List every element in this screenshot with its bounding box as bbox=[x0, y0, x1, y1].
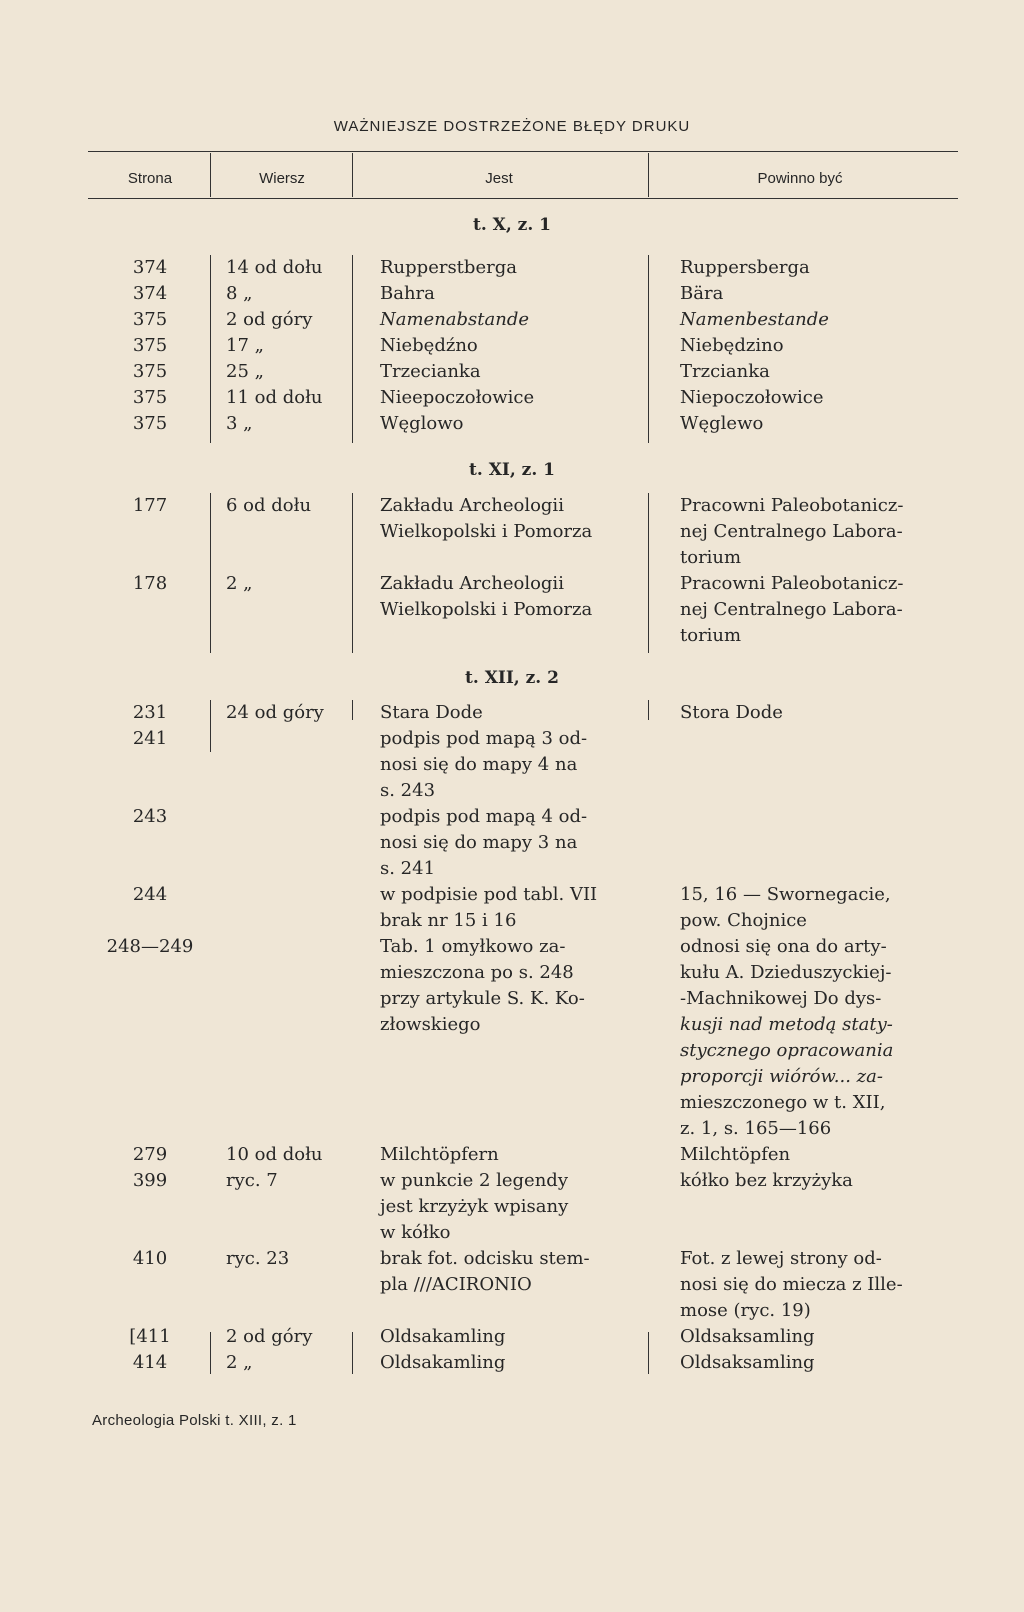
line-reference: 6 od dołu bbox=[226, 495, 312, 516]
erroneous-text: Niebędźno bbox=[380, 335, 478, 356]
page-number: 231 bbox=[132, 702, 168, 723]
column-divider bbox=[210, 255, 211, 443]
correct-text: nej Centralnego Labora- bbox=[680, 521, 903, 542]
correct-text: kusji nad metodą staty- bbox=[680, 1014, 893, 1035]
correct-text: Ruppersberga bbox=[680, 257, 810, 278]
erroneous-text: podpis pod mapą 3 od- bbox=[380, 728, 588, 749]
erroneous-text: Trzecianka bbox=[380, 361, 481, 382]
column-divider bbox=[648, 1332, 649, 1374]
line-reference: 2 „ bbox=[226, 1352, 253, 1373]
erroneous-text: Nieepoczołowice bbox=[380, 387, 535, 408]
correct-text: mieszczonego w t. XII, bbox=[680, 1092, 886, 1113]
page-number: 248—249 bbox=[106, 936, 194, 957]
page-number: 279 bbox=[132, 1144, 168, 1165]
column-divider bbox=[210, 1332, 211, 1374]
erroneous-text: Milchtöpfern bbox=[380, 1144, 499, 1165]
footer-citation: Archeologia Polski t. XIII, z. 1 bbox=[92, 1412, 297, 1429]
correct-text: Fot. z lewej strony od- bbox=[680, 1248, 882, 1269]
line-reference: 8 „ bbox=[226, 283, 253, 304]
header-divider bbox=[352, 153, 353, 197]
correct-text: 15, 16 — Swornegacie, bbox=[680, 884, 891, 905]
page-number: 241 bbox=[132, 728, 168, 749]
column-divider bbox=[648, 493, 649, 653]
header-divider bbox=[648, 153, 649, 197]
header-strona: Strona bbox=[127, 170, 173, 187]
header-powinno: Powinno być bbox=[757, 170, 843, 187]
erroneous-text: Rupperstberga bbox=[380, 257, 517, 278]
erroneous-text: brak nr 15 i 16 bbox=[380, 910, 517, 931]
page-number: 410 bbox=[132, 1248, 168, 1269]
line-reference: 11 od dołu bbox=[226, 387, 323, 408]
column-divider bbox=[210, 700, 211, 752]
correct-text: nosi się do miecza z Ille- bbox=[680, 1274, 903, 1295]
correct-text: Bära bbox=[680, 283, 724, 304]
header-divider bbox=[210, 153, 211, 197]
page-number: 177 bbox=[132, 495, 168, 516]
erroneous-text: pla ///ACIRONIO bbox=[380, 1274, 532, 1295]
erroneous-text: w podpisie pod tabl. VII bbox=[380, 884, 598, 905]
erroneous-text: brak fot. odcisku stem- bbox=[380, 1248, 590, 1269]
line-reference: 17 „ bbox=[226, 335, 264, 356]
erroneous-text: Wielkopolski i Pomorza bbox=[380, 521, 593, 542]
erroneous-text: Wielkopolski i Pomorza bbox=[380, 599, 593, 620]
correct-text: Oldsaksamling bbox=[680, 1352, 815, 1373]
page-number: 375 bbox=[132, 413, 168, 434]
erroneous-text: Węglowo bbox=[380, 413, 464, 434]
correct-text: pow. Chojnice bbox=[680, 910, 807, 931]
page-number: 244 bbox=[132, 884, 168, 905]
correct-text: kółko bez krzyżyka bbox=[680, 1170, 853, 1191]
page-title: WAŻNIEJSZE DOSTRZEŻONE BŁĘDY DRUKU bbox=[333, 118, 691, 135]
correct-text: Niebędzino bbox=[680, 335, 784, 356]
erroneous-text: Tab. 1 omyłkowo za- bbox=[380, 936, 566, 957]
correct-text: Niepoczołowice bbox=[680, 387, 824, 408]
line-reference: 3 „ bbox=[226, 413, 253, 434]
correct-text: torium bbox=[680, 547, 742, 568]
erroneous-text: nosi się do mapy 4 na bbox=[380, 754, 578, 775]
erroneous-text: Bahra bbox=[380, 283, 435, 304]
erroneous-text: Namenabstande bbox=[380, 309, 530, 330]
correct-text: nej Centralnego Labora- bbox=[680, 599, 903, 620]
line-reference: 2 „ bbox=[226, 573, 253, 594]
column-divider bbox=[648, 255, 649, 443]
erroneous-text: Zakładu Archeologii bbox=[380, 495, 564, 516]
line-reference: 24 od góry bbox=[226, 702, 324, 723]
erroneous-text: Oldsakamling bbox=[380, 1352, 506, 1373]
correct-text: -Machnikowej Do dys- bbox=[680, 988, 882, 1009]
erroneous-text: w kółko bbox=[380, 1222, 451, 1243]
header-top-rule bbox=[88, 151, 958, 152]
section-title: t. XII, z. 2 bbox=[465, 668, 559, 688]
header-wiersz: Wiersz bbox=[259, 170, 305, 187]
erroneous-text: podpis pod mapą 4 od- bbox=[380, 806, 588, 827]
erroneous-text: Stara Dode bbox=[380, 702, 483, 723]
page-number: 178 bbox=[132, 573, 168, 594]
line-reference: 25 „ bbox=[226, 361, 264, 382]
line-reference: 10 od dołu bbox=[226, 1144, 323, 1165]
correct-text: Trzcianka bbox=[680, 361, 770, 382]
header-jest: Jest bbox=[485, 170, 513, 187]
column-divider bbox=[210, 493, 211, 653]
line-reference: ryc. 7 bbox=[226, 1170, 278, 1191]
correct-text: Węglewo bbox=[680, 413, 764, 434]
correct-text: stycznego opracowania bbox=[680, 1040, 894, 1061]
section-title: t. X, z. 1 bbox=[472, 215, 552, 235]
erroneous-text: złowskiego bbox=[380, 1014, 481, 1035]
page-number: [411 bbox=[129, 1326, 171, 1347]
header-bottom-rule bbox=[88, 198, 958, 199]
erroneous-text: Oldsakamling bbox=[380, 1326, 506, 1347]
line-reference: 2 od góry bbox=[226, 1326, 313, 1347]
page-number: 375 bbox=[132, 309, 168, 330]
erroneous-text: Zakładu Archeologii bbox=[380, 573, 564, 594]
correct-text: Namenbestande bbox=[680, 309, 829, 330]
line-reference: 2 od góry bbox=[226, 309, 313, 330]
page-number: 374 bbox=[132, 257, 168, 278]
correct-text: torium bbox=[680, 625, 742, 646]
erroneous-text: przy artykule S. K. Ko- bbox=[380, 988, 585, 1009]
column-divider bbox=[648, 700, 649, 720]
page-number: 243 bbox=[132, 806, 168, 827]
correct-text: kułu A. Dzieduszyckiej- bbox=[680, 962, 892, 983]
line-reference: 14 od dołu bbox=[226, 257, 323, 278]
erroneous-text: w punkcie 2 legendy bbox=[380, 1170, 568, 1191]
correct-text: Oldsaksamling bbox=[680, 1326, 815, 1347]
page-number: 375 bbox=[132, 361, 168, 382]
correct-text: z. 1, s. 165—166 bbox=[680, 1118, 832, 1139]
page-number: 414 bbox=[132, 1352, 168, 1373]
page-number: 399 bbox=[132, 1170, 168, 1191]
page-number: 375 bbox=[132, 387, 168, 408]
erroneous-text: jest krzyżyk wpisany bbox=[380, 1196, 569, 1217]
line-reference: ryc. 23 bbox=[226, 1248, 290, 1269]
correct-text: odnosi się ona do arty- bbox=[680, 936, 887, 957]
correct-text: Stora Dode bbox=[680, 702, 783, 723]
correct-text: Pracowni Paleobotanicz- bbox=[680, 573, 904, 594]
erroneous-text: s. 243 bbox=[380, 780, 436, 801]
section-title: t. XI, z. 1 bbox=[469, 460, 555, 480]
erroneous-text: nosi się do mapy 3 na bbox=[380, 832, 578, 853]
erroneous-text: s. 241 bbox=[380, 858, 436, 879]
correct-text: mose (ryc. 19) bbox=[680, 1300, 811, 1321]
page-number: 374 bbox=[132, 283, 168, 304]
correct-text: Milchtöpfen bbox=[680, 1144, 791, 1165]
page-number: 375 bbox=[132, 335, 168, 356]
correct-text: proporcji wiórów... za- bbox=[680, 1066, 883, 1087]
correct-text: Pracowni Paleobotanicz- bbox=[680, 495, 904, 516]
erroneous-text: mieszczona po s. 248 bbox=[380, 962, 574, 983]
